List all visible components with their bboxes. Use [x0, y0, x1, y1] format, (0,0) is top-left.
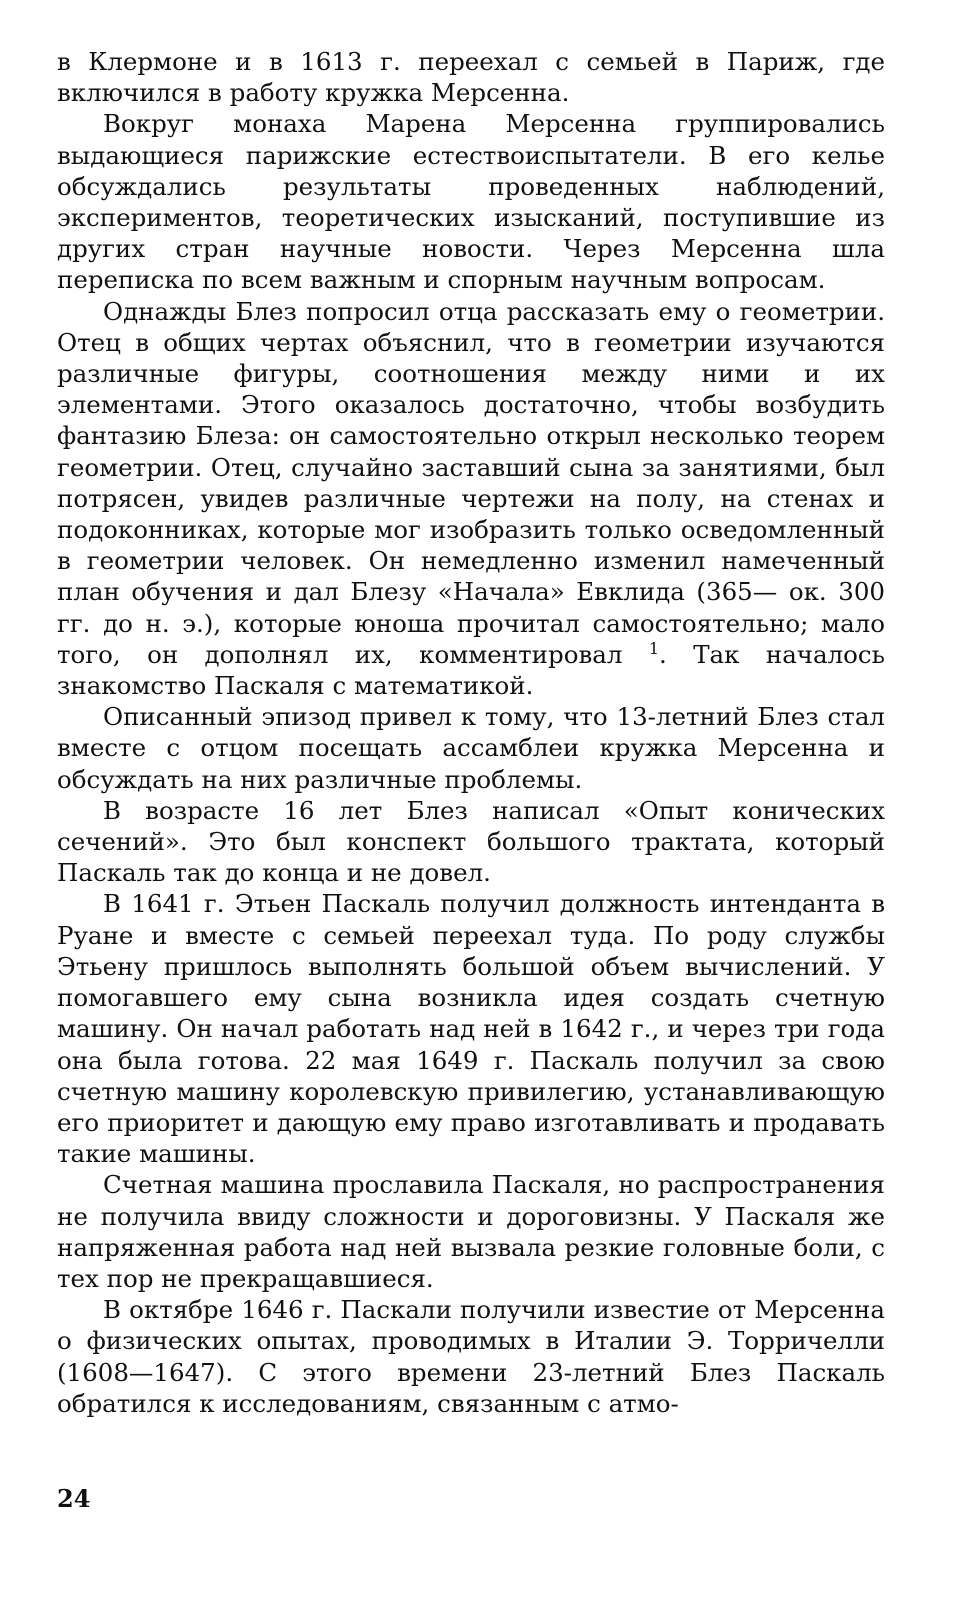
paragraph: В 1641 г. Этьен Паскаль получил должность интенданта в Руане и вместе с семьей переехал туда. По роду службы Этьену пришлось выполнять большой объем вычислений. У помогавшего ему сына возникла идея создать счетную машину. Он начал работать над ней в 1642 г., и через три года она была готова. 22 мая 1649 г. Паскаль получил за свою счетную машину королевскую привилегию, устанавливающую его приоритет и дающую ему право изготавливать и продавать такие машины.	[57, 889, 885, 1169]
paragraph: В возрасте 16 лет Блез написал «Опыт конических сечений». Это был конспект большого трактата, который Паскаль так до конца и не довел.	[57, 795, 885, 888]
paragraph	[57, 296, 885, 702]
page-body	[57, 46, 885, 1419]
paragraph: Счетная машина прославила Паскаля, но распространения не получила ввиду сложности и дороговизны. У Паскаля же напряженная работа над ней вызвала резкие головные боли, с тех пор не прекращавшиеся.	[57, 1170, 885, 1293]
paragraph: Вокруг монаха Марена Мерсенна группировались выдающиеся парижские естествоиспытатели. В его келье обсуждались результаты проведенных наблюдений, экспериментов, теоретических изысканий, поступившие из других стран научные новости. Через Мерсенна шла переписка по всем важным и спорным научным вопросам.	[57, 109, 885, 295]
paragraph-text: Однажды Блез попросил отца рассказать ему о геометрии. Отец в общих чертах объяснил, что в геометрии изучаются различные фигуры, соотношения между ними и их элементами. Этого оказалось достаточно, чтобы возбудить фантазию Блеза: он самостоятельно открыл несколько теорем геометрии. Отец, случайно заставший сына за занятиями, был потрясен, увидев различные чертежи на полу, на стенах и подоконниках, которые мог изобразить только осведомленный в геометрии человек. Он немедленно изменил намеченный план обучения и дал Блезу «Начала» Евклида (365— ок. 300 гг. до н. э.), которые юноша прочитал самостоятельно; мало того, он дополнял их, комментировал	[57, 296, 885, 669]
footnote-reference: 1	[648, 638, 660, 658]
page-number: 24	[57, 1484, 91, 1513]
paragraph-text: . Так началось знакомство Паскаля с математикой.	[57, 639, 885, 701]
paragraph: В октябре 1646 г. Паскали получили известие от Мерсенна о физических опытах, проводимых в Италии Э. Торричелли (1608—1647). С этого времени 23-летний Блез Паскаль обратился к исследованиям, связанным с атмо-	[57, 1295, 885, 1418]
paragraph: в Клермоне и в 1613 г. переехал с семьей в Париж, где включился в работу кружка Мерсенна.	[57, 47, 885, 108]
paragraph: Описанный эпизод привел к тому, что 13-летний Блез стал вместе с отцом посещать ассамблеи кружка Мерсенна и обсуждать на них различные проблемы.	[57, 702, 885, 794]
